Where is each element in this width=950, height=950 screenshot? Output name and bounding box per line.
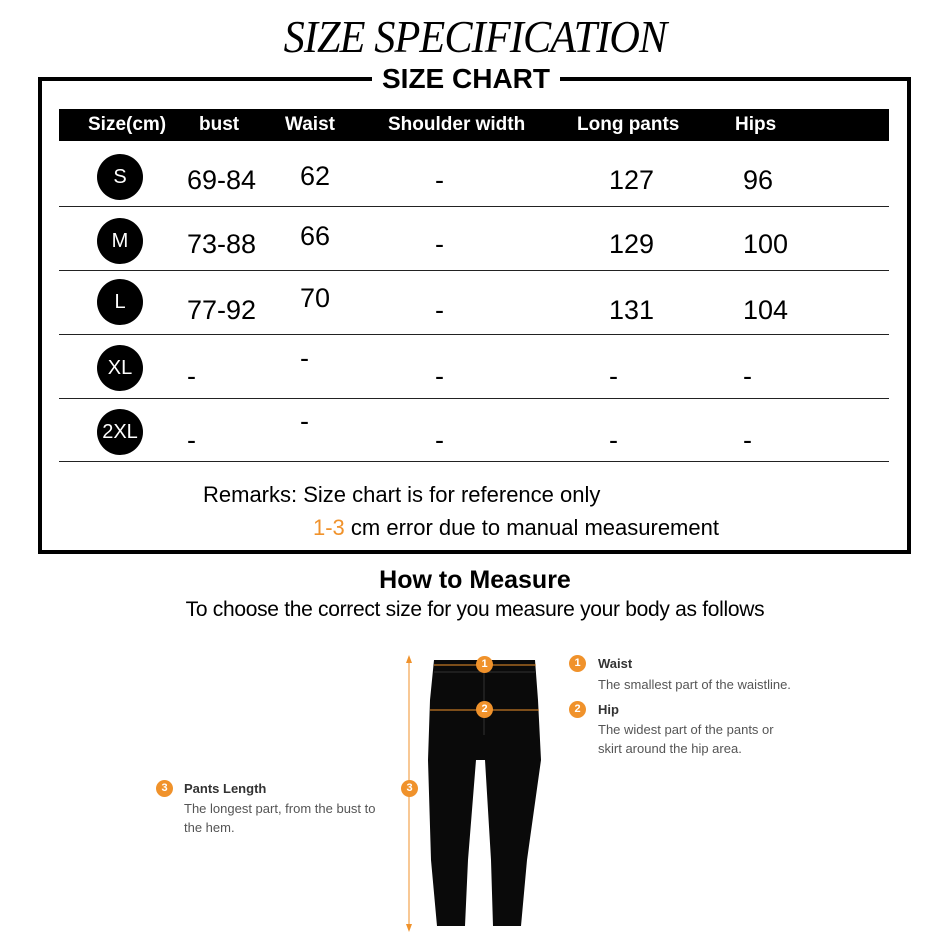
shoulder-value: -: [435, 165, 444, 195]
waist-value: 62: [300, 161, 331, 191]
legend-waist-badge: 1: [569, 655, 586, 672]
bust-value: 73-88: [187, 229, 257, 259]
bust-value: 77-92: [187, 295, 257, 325]
waist-value: 66: [300, 221, 331, 251]
legend-hip-badge: 2: [569, 701, 586, 718]
how-to-measure-subtitle: To choose the correct size for you measure your body as follows: [185, 598, 765, 621]
header-shoulder-width: Shoulder width: [388, 114, 526, 135]
size-chart-label: SIZE CHART: [372, 62, 560, 96]
hips-value: 96: [743, 165, 774, 195]
legend-length-title: Pants Length: [184, 781, 267, 796]
size-badge: XL: [97, 345, 143, 391]
header-long-pants: Long pants: [577, 114, 680, 135]
bust-value: 69-84: [187, 165, 257, 195]
error-range: 1-3: [313, 515, 345, 540]
waist-marker-1: 1: [476, 656, 493, 673]
remark-line-1: Remarks: Size chart is for reference only: [203, 482, 601, 507]
page-title: SIZE SPECIFICATION: [283, 11, 667, 62]
header-hips: Hips: [735, 114, 777, 135]
long-pants-value: -: [609, 425, 618, 455]
bust-value: -: [187, 361, 196, 391]
size-badge: S: [97, 154, 143, 200]
shoulder-value: -: [435, 229, 444, 259]
length-arrow-top: [406, 655, 412, 663]
hip-marker-2: 2: [476, 701, 493, 718]
how-to-measure-title: How to Measure: [379, 566, 571, 594]
long-pants-value: 127: [609, 165, 655, 195]
shoulder-value: -: [435, 425, 444, 455]
size-badge: 2XL: [97, 409, 143, 455]
hips-value: -: [743, 425, 752, 455]
legend-hip-desc-2: skirt around the hip area.: [598, 741, 742, 756]
legend-length-desc-2: the hem.: [184, 820, 235, 835]
remark-text: cm error due to manual measurement: [344, 515, 719, 540]
header-waist: Waist: [285, 114, 335, 135]
size-badge: L: [97, 279, 143, 325]
legend-hip-title: Hip: [598, 702, 619, 717]
length-marker-3: 3: [401, 780, 418, 797]
long-pants-value: 131: [609, 295, 655, 325]
waist-value: -: [300, 406, 309, 436]
header-size: Size(cm): [88, 114, 167, 135]
waist-value: 70: [300, 283, 331, 313]
hips-value: 104: [743, 295, 789, 325]
length-arrow-bottom: [406, 924, 412, 932]
bust-value: -: [187, 425, 196, 455]
hips-value: 100: [743, 229, 789, 259]
long-pants-value: -: [609, 361, 618, 391]
legend-waist-desc: The smallest part of the waistline.: [598, 677, 791, 692]
legend-length-desc-1: The longest part, from the bust to: [184, 801, 376, 816]
shoulder-value: -: [435, 295, 444, 325]
size-badge: M: [97, 218, 143, 264]
legend-hip-desc-1: The widest part of the pants or: [598, 722, 774, 737]
shoulder-value: -: [435, 361, 444, 391]
header-bust: bust: [199, 114, 240, 135]
legend-waist-title: Waist: [598, 656, 633, 671]
legend-length-badge: 3: [156, 780, 173, 797]
long-pants-value: 129: [609, 229, 655, 259]
waist-value: -: [300, 343, 309, 373]
hips-value: -: [743, 361, 752, 391]
